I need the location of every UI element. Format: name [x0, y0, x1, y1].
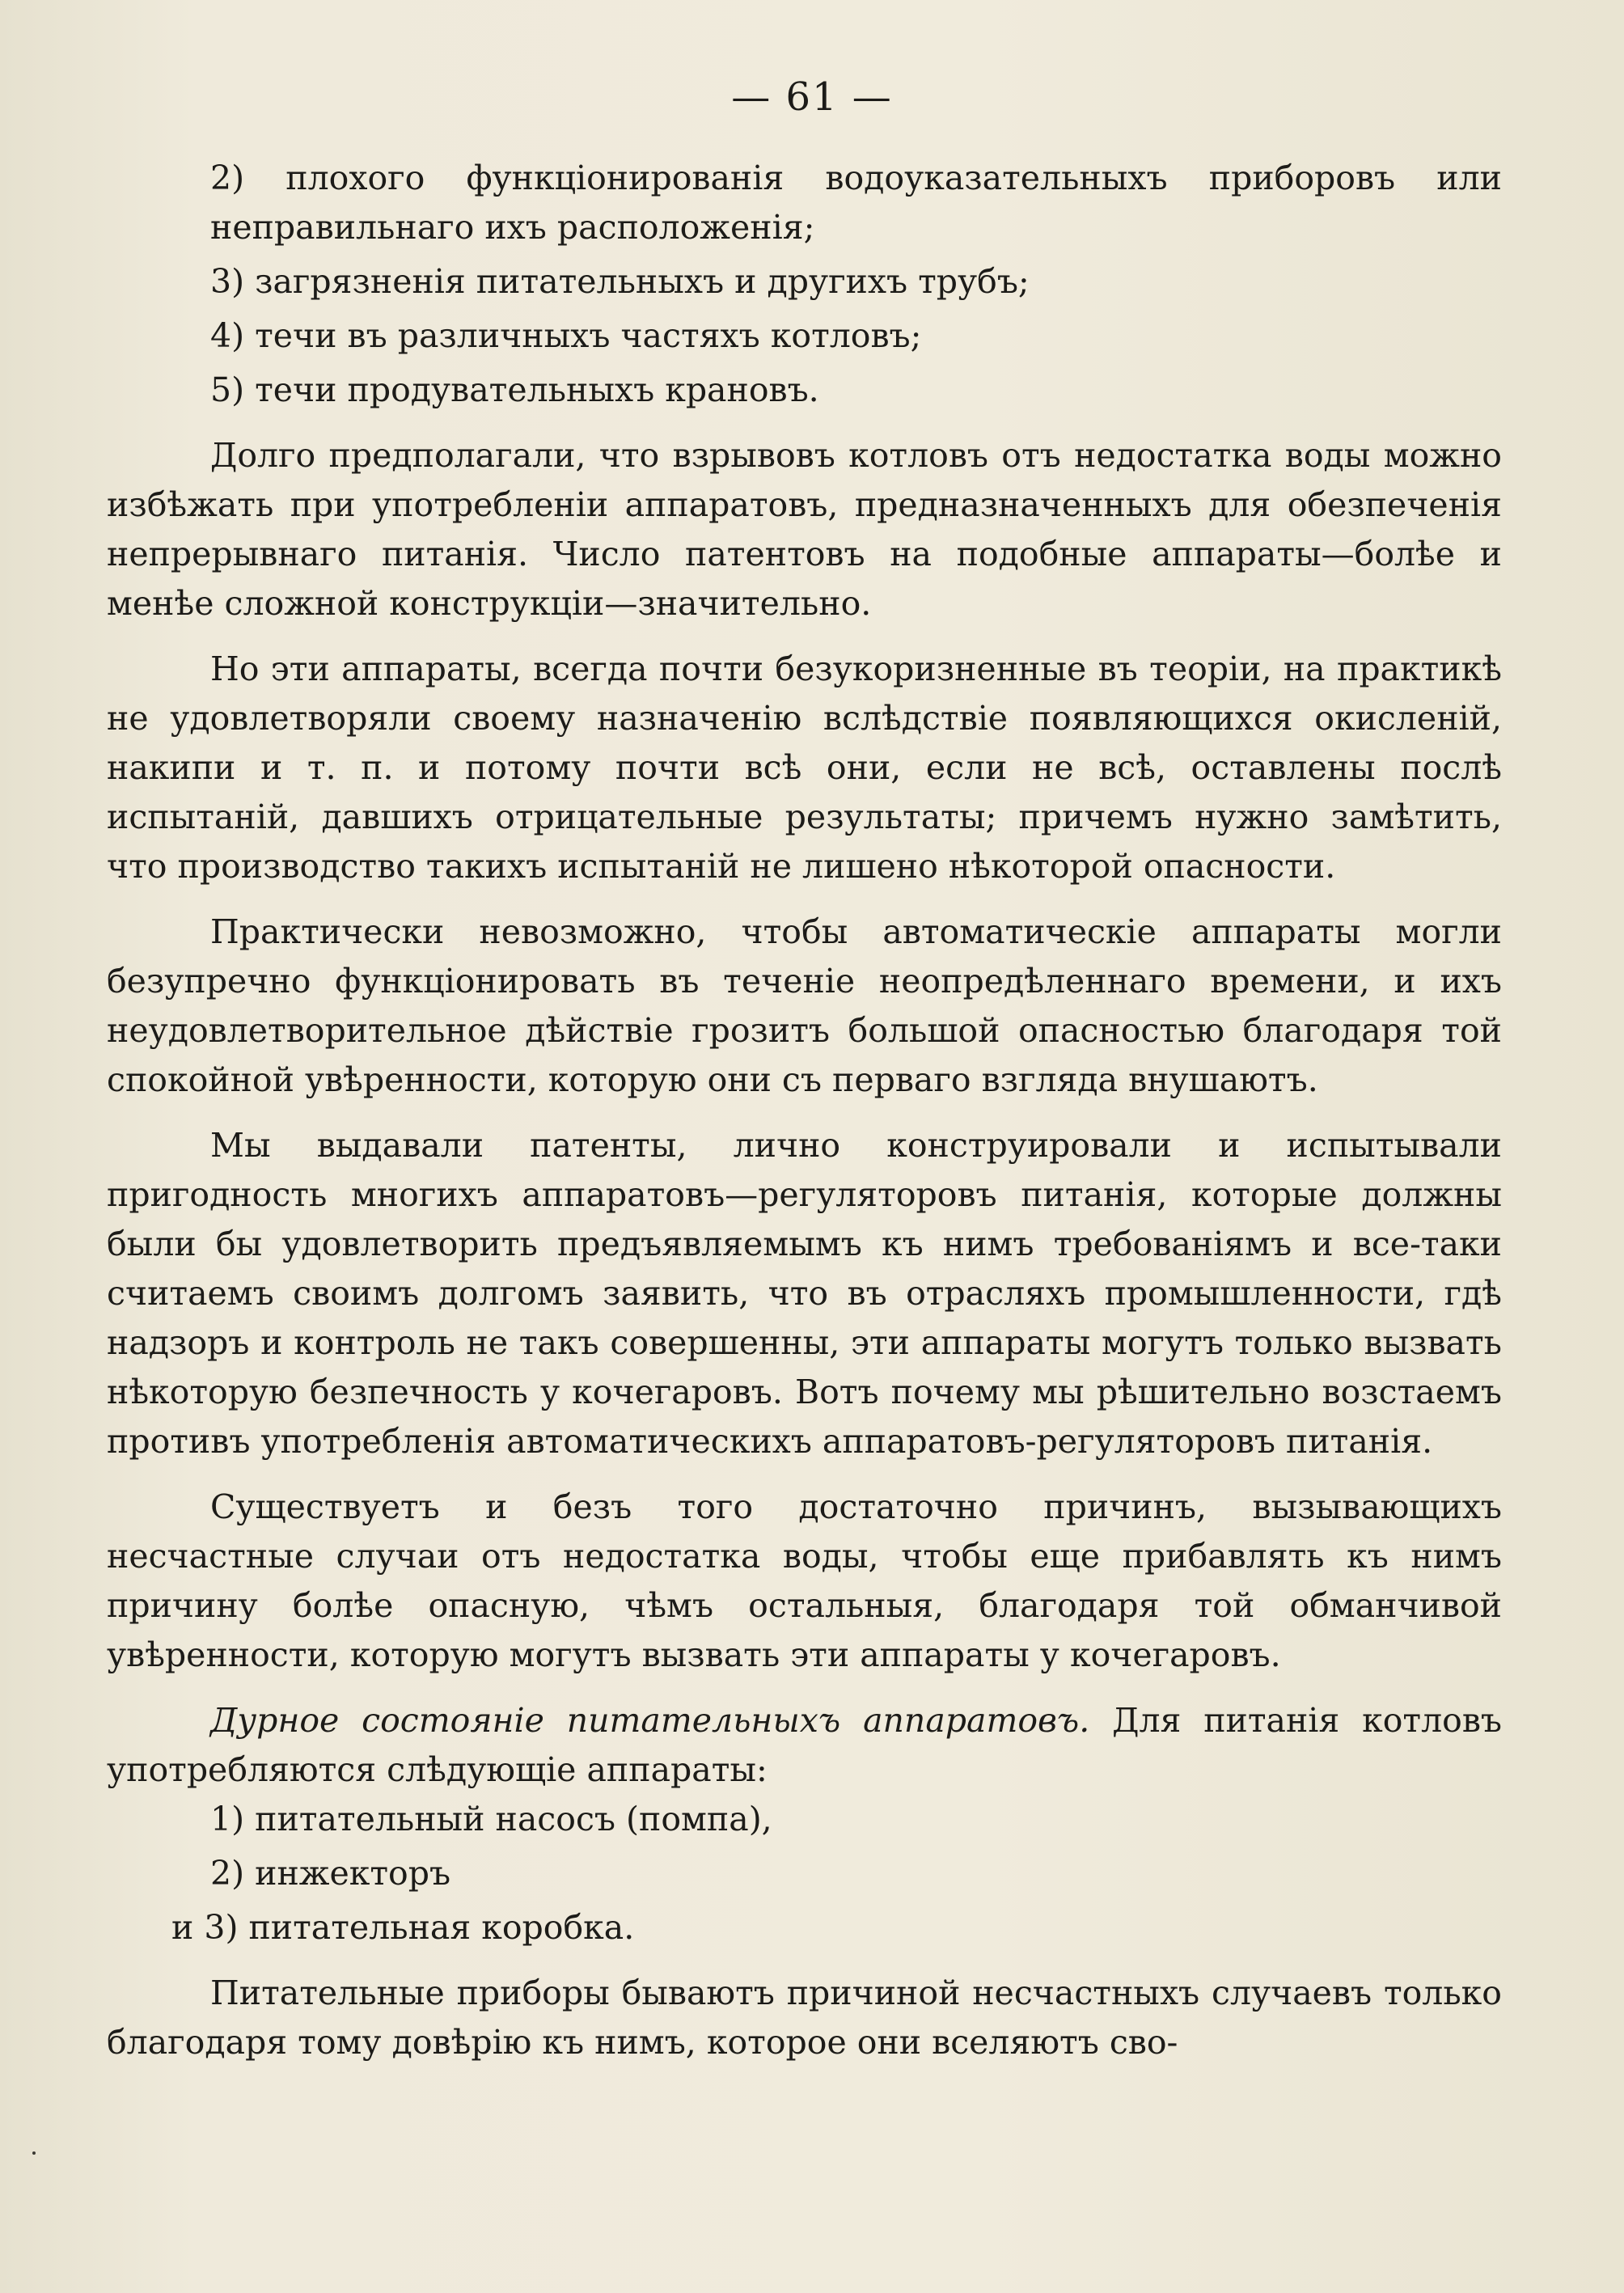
- paragraph: Существуетъ и безъ того достаточно причинъ, вызывающихъ несчастные случаи отъ недостатка воды, чтобы еще прибавлять къ нимъ причину болѣе опасную, чѣмъ остальныя, благодаря той обманчивой увѣренности, которую могутъ вызвать эти аппараты у кочегаровъ.: [107, 1487, 1502, 1674]
- paragraph: Но эти аппараты, всегда почти безукоризненные въ теоріи, на практикѣ не удовлетворяли своему назначенію вслѣдствіе появляющихся окисленій, накипи и т. п. и потому почти всѣ они, если не всѣ, оставлены послѣ испытаній, давшихъ отрицательные результаты; причемъ нужно замѣтить, что производство такихъ испытаній не лишено нѣкоторой опасности.: [107, 649, 1502, 886]
- list-item: 2) плохого функціонированія водоуказательныхъ приборовъ или неправильнаго ихъ расположенія;: [210, 159, 1502, 247]
- paragraph: Долго предполагали, что взрывовъ котловъ отъ недостатка воды можно избѣжать при употребленіи аппаратовъ, предназначенныхъ для обезпеченія непрерывнаго питанія. Число патентовъ на подобные аппараты—болѣе и менѣе сложной конструкціи—значительно.: [107, 436, 1502, 623]
- list-item: 1) питательный насосъ (помпа),: [210, 1800, 772, 1838]
- page-number: — 61 —: [731, 74, 893, 120]
- ink-speck: [32, 2151, 36, 2155]
- section-text: Для питанія котловъ употребляются слѣдующіе аппараты:: [107, 1701, 1502, 1789]
- apparatus-list-last: [107, 1903, 1502, 1952]
- section-title: Дурное состояніе питательныхъ аппаратовъ.: [210, 1701, 1090, 1740]
- list-item: 4) течи въ различныхъ частяхъ котловъ;: [210, 316, 922, 355]
- defects-list: [107, 154, 1502, 415]
- list-item: и 3) питательная коробка.: [171, 1908, 635, 1947]
- apparatus-list: [107, 1795, 1502, 1898]
- paragraph: Мы выдавали патенты, лично конструировали и испытывали пригодность многихъ аппаратовъ—регуляторовъ питанія, которые должны были бы удовлетворить предъявляемымъ къ нимъ требованіямъ и все-таки считаемъ своимъ долгомъ заявить, что въ отрасляхъ промышленности, гдѣ надзоръ и контроль не такъ совершенны, эти аппараты могутъ только вызвать нѣкоторую безпечность у кочегаровъ. Вотъ почему мы рѣшительно возстаемъ противъ употребленія автоматическихъ аппаратовъ-регуляторовъ питанія.: [107, 1126, 1502, 1461]
- section-paragraph: [107, 1696, 1502, 1795]
- page-body: [107, 154, 1502, 2067]
- paragraph: Практически невозможно, чтобы автоматическіе аппараты могли безупречно функціонировать въ теченіе неопредѣленнаго времени, и ихъ неудовлетворительное дѣйствіе грозитъ большой опасностью благодаря той спокойной увѣренности, которую они съ перваго взгляда внушаютъ.: [107, 912, 1502, 1099]
- list-item: 2) инжекторъ: [210, 1854, 451, 1893]
- list-item: 3) загрязненія питательныхъ и другихъ трубъ;: [210, 262, 1030, 301]
- list-item: 5) течи продувательныхъ крановъ.: [210, 370, 819, 409]
- final-paragraph: Питательные приборы бываютъ причиной несчастныхъ случаевъ только благодаря тому довѣрію къ нимъ, которое они вселяютъ сво-: [107, 1974, 1502, 2062]
